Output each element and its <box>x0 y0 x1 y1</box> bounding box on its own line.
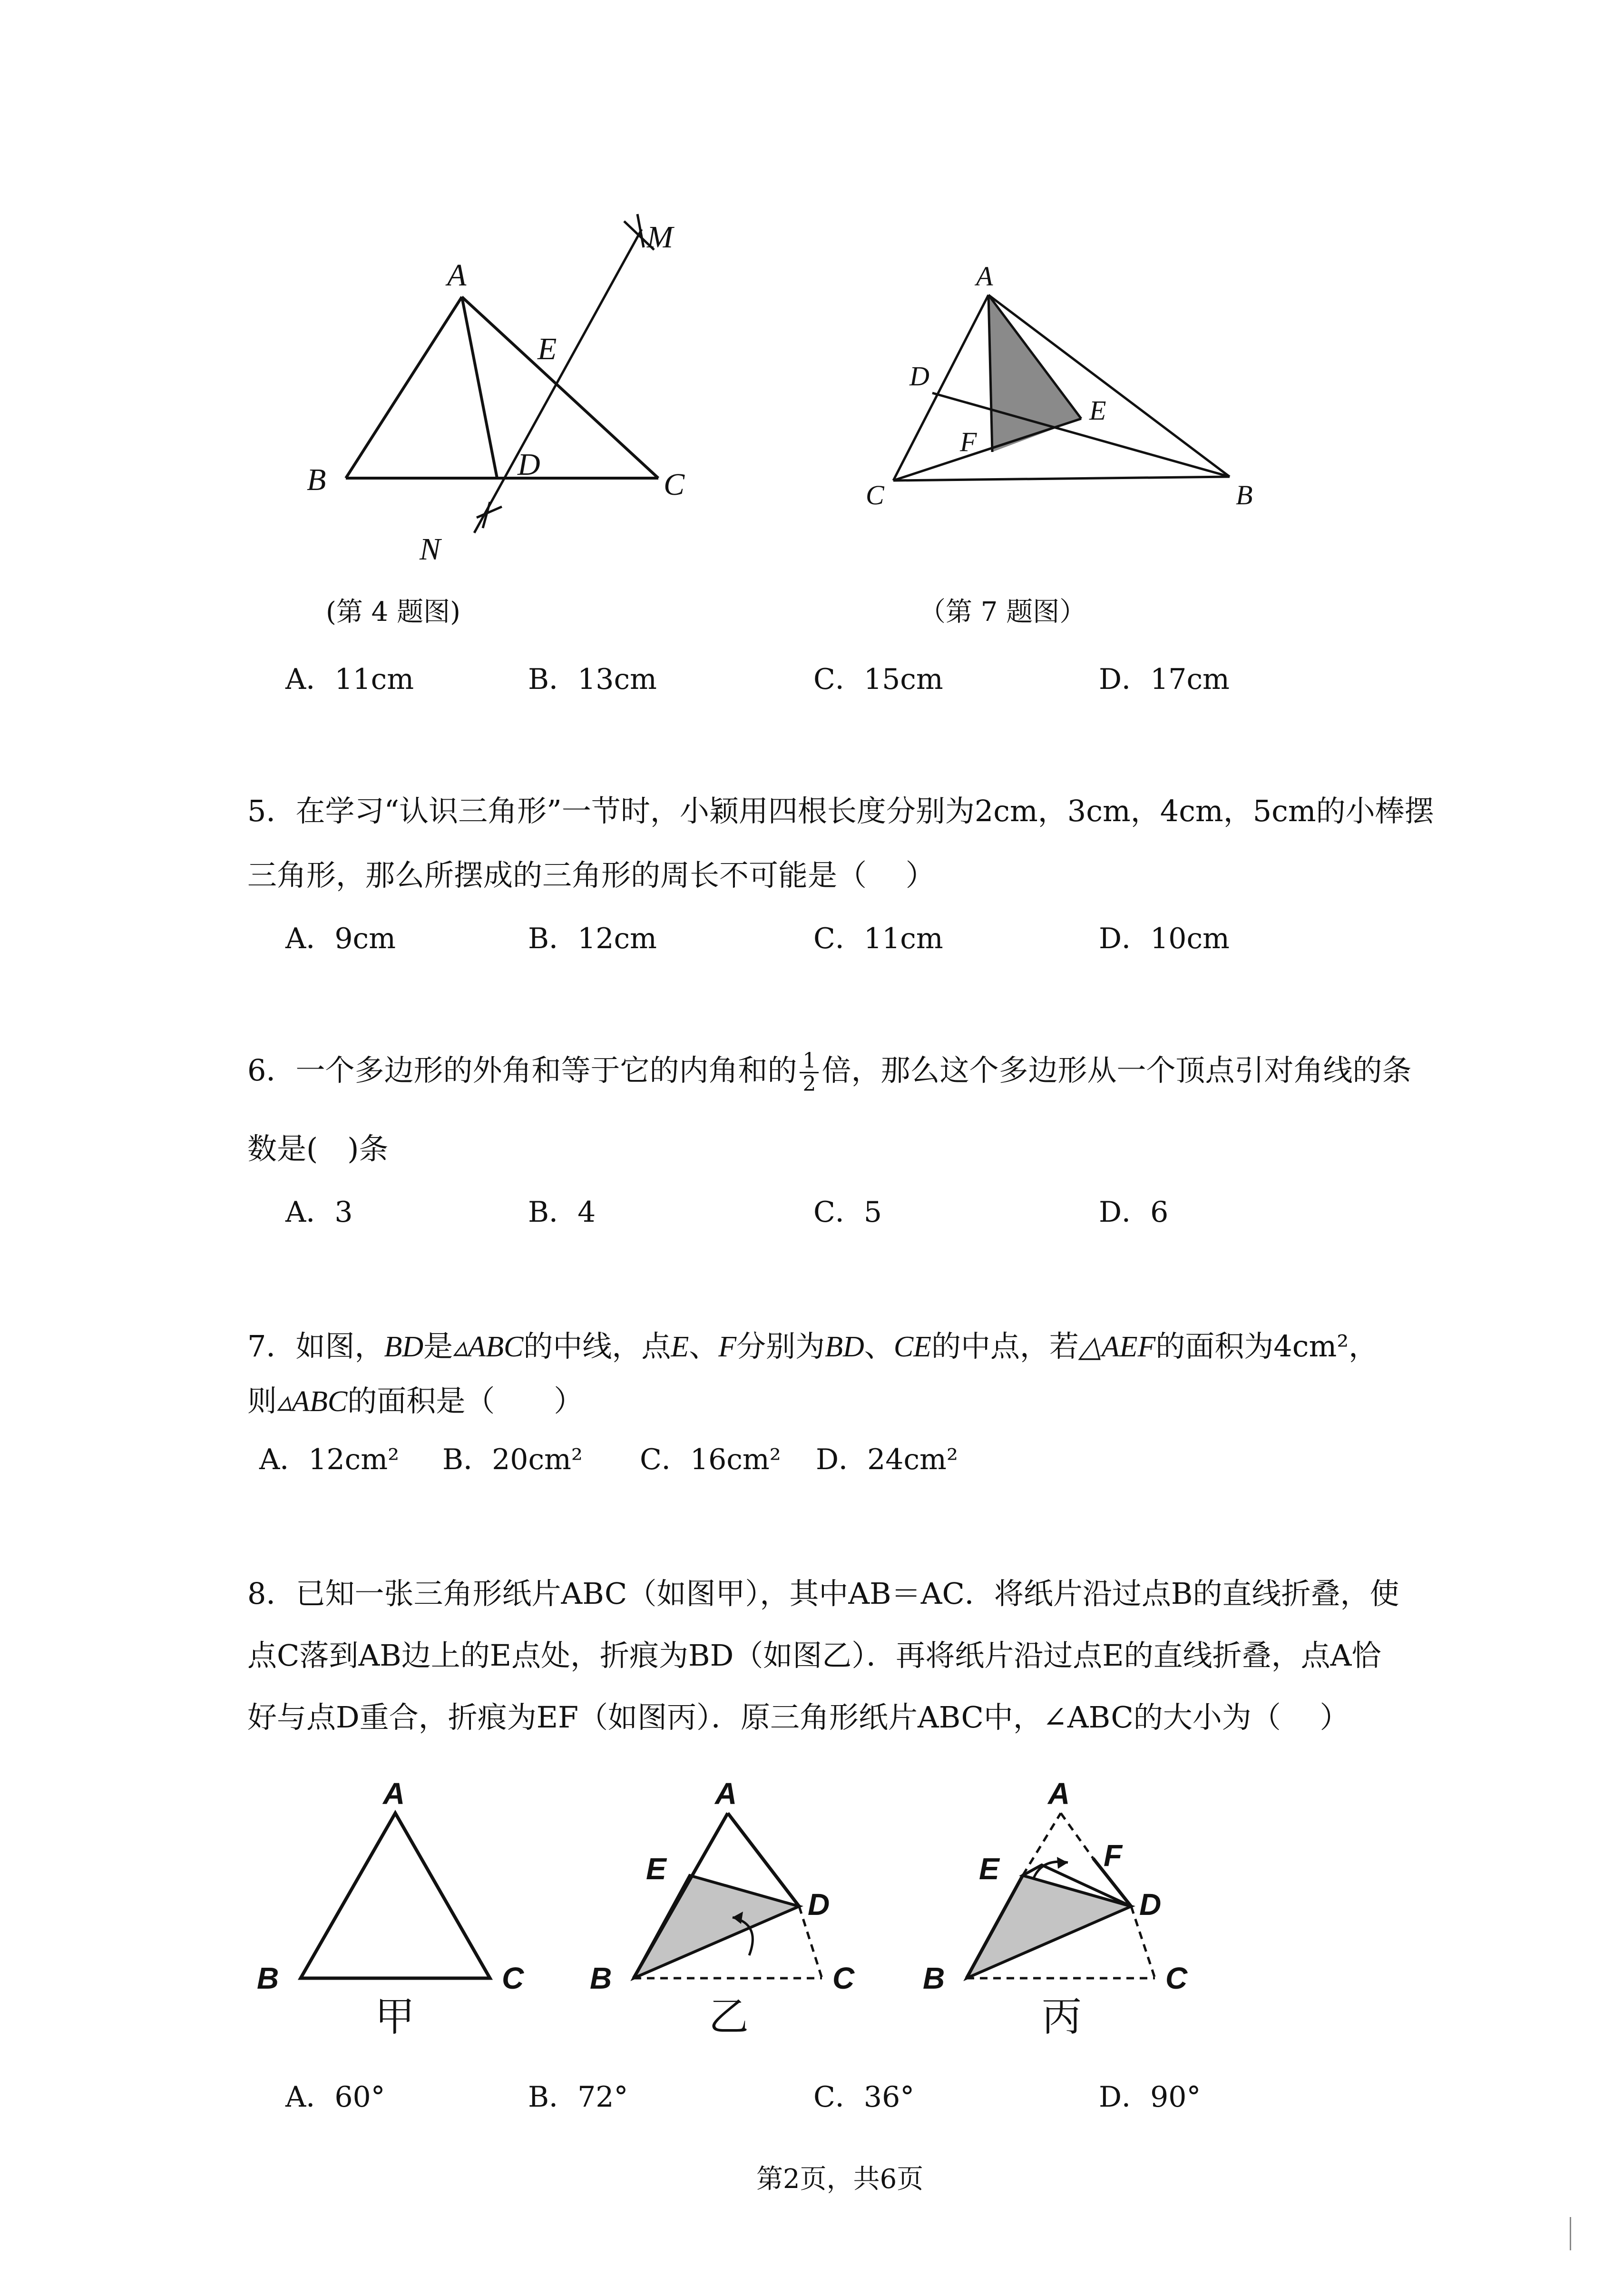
q7-text: 则 <box>247 1383 277 1418</box>
q7-text: 的中点，若 <box>931 1329 1079 1364</box>
q4-option-c[interactable]: C．15cm <box>813 663 943 696</box>
q4-option-a[interactable]: A．11cm <box>285 663 414 696</box>
q7-option-c[interactable]: C．16cm² <box>640 1443 781 1476</box>
label-n: N <box>420 532 441 567</box>
q6-line2: 数是( )条 <box>247 1131 389 1166</box>
label-f: F <box>960 426 977 457</box>
label-d: D <box>808 1887 830 1922</box>
q7-text: △AEF <box>1079 1331 1156 1363</box>
label-b: B <box>590 1961 612 1995</box>
q7-text: ▵ABC <box>453 1331 524 1363</box>
caption-q4: (第 4 题图) <box>326 597 460 628</box>
label-d: D <box>1139 1887 1162 1922</box>
q7-text: 的中线，点 <box>523 1329 671 1364</box>
q8-line1: 8．已知一张三角形纸片ABC（如图甲），其中AB＝AC．将纸片沿过点B的直线折叠，使 <box>247 1576 1399 1611</box>
q8-option-b[interactable]: B．72° <box>528 2080 628 2114</box>
shaded-triangle-aef <box>988 295 1081 452</box>
q8-option-a[interactable]: A．60° <box>285 2080 385 2114</box>
q5-option-b[interactable]: B．12cm <box>528 922 657 955</box>
q8-option-c[interactable]: C．36° <box>813 2080 915 2114</box>
label-e: E <box>646 1852 666 1886</box>
q7-text: E <box>671 1331 689 1363</box>
label-a: A <box>1048 1776 1070 1811</box>
q7-line1 <box>247 1323 1378 1365</box>
label-e: E <box>538 332 557 366</box>
q6-fraction-den: 2 <box>802 1072 816 1097</box>
figure-name-bing: 丙 <box>1042 1993 1082 2040</box>
q8-line2: 点C落到AB边上的E点处，折痕为BD（如图乙）．再将纸片沿过点E的直线折叠，点A恰 <box>247 1638 1381 1673</box>
label-m: M <box>647 220 673 255</box>
q7-text: 的面积是（ ） <box>347 1383 584 1418</box>
q4-option-d[interactable]: D．17cm <box>1099 663 1230 696</box>
figure-q4 <box>285 200 714 590</box>
figure-name-jia: 甲 <box>375 1993 415 2040</box>
label-f: F <box>1104 1838 1123 1873</box>
q6-option-c[interactable]: C．5 <box>813 1196 882 1229</box>
bisector-line-mn <box>474 214 654 533</box>
triangle-abc-lines <box>893 295 1230 481</box>
q5-option-d[interactable]: D．10cm <box>1099 922 1230 955</box>
q7-text: BD <box>825 1331 864 1363</box>
label-d: D <box>909 361 929 392</box>
label-c: C <box>832 1961 855 1995</box>
caption-q7: （第 7 题图） <box>919 597 1086 628</box>
q6-option-d[interactable]: D．6 <box>1099 1196 1169 1229</box>
label-a: A <box>383 1776 405 1811</box>
q7-option-d[interactable]: D．24cm² <box>816 1443 958 1476</box>
label-e: E <box>1089 395 1106 426</box>
scan-mark <box>1570 2217 1573 2250</box>
q4-option-b[interactable]: B．13cm <box>528 663 657 696</box>
label-b: B <box>257 1961 279 1995</box>
label-b: B <box>923 1961 945 1995</box>
q7-line2 <box>247 1377 583 1420</box>
q7-option-b[interactable]: B．20cm² <box>442 1443 583 1476</box>
q5-line2: 三角形，那么所摆成的三角形的周长不可能是（ ） <box>247 858 935 893</box>
label-b: B <box>1236 480 1253 510</box>
label-a: A <box>447 258 467 293</box>
label-c: C <box>1165 1961 1188 1995</box>
label-a: A <box>976 261 993 292</box>
figure-q8 <box>238 1760 1284 2046</box>
q7-text: F <box>718 1331 737 1363</box>
q7-text: ▵ABC <box>277 1385 348 1418</box>
q6-option-a[interactable]: A．3 <box>285 1196 353 1229</box>
label-a: A <box>715 1776 737 1811</box>
figure-q7 <box>851 252 1280 519</box>
q8-line3: 好与点D重合，折痕为EF（如图丙）．原三角形纸片ABC中，∠ABC的大小为（ ） <box>247 1700 1349 1735</box>
q8-option-d[interactable]: D．90° <box>1099 2080 1201 2114</box>
q7-option-a[interactable]: A．12cm² <box>259 1443 400 1476</box>
figure-bing <box>923 1776 1188 2040</box>
figure-name-yi: 乙 <box>709 1993 749 2040</box>
q6-text-b: 倍，那么这个多边形从一个顶点引对角线的条 <box>821 1053 1412 1088</box>
q7-text: 的面积为4cm²， <box>1155 1329 1379 1364</box>
q7-text: 7．如图， <box>247 1329 384 1364</box>
label-d: D <box>518 447 540 482</box>
q7-text: BD <box>384 1331 424 1363</box>
label-c: C <box>664 467 685 502</box>
q7-text: 、 <box>689 1329 719 1364</box>
q6-fraction <box>800 1050 819 1095</box>
q7-text: 、 <box>864 1329 894 1364</box>
q6-option-b[interactable]: B．4 <box>528 1196 596 1229</box>
figure-yi <box>590 1776 855 2040</box>
q5-option-c[interactable]: C．11cm <box>813 922 943 955</box>
q7-text: 是 <box>423 1329 453 1364</box>
label-b: B <box>307 462 326 497</box>
q6-text-a: 6．一个多边形的外角和等于它的内角和的 <box>247 1053 797 1088</box>
q5-option-a[interactable]: A．9cm <box>285 922 396 955</box>
figure-jia <box>257 1776 524 2040</box>
q7-text: 分别为 <box>736 1329 825 1364</box>
triangle-abc <box>346 297 658 478</box>
q7-text: CE <box>893 1331 932 1363</box>
label-c: C <box>866 480 884 510</box>
page-footer: 第2页，共6页 <box>756 2164 924 2195</box>
label-e: E <box>979 1852 999 1886</box>
q6-line1 <box>247 1047 1411 1095</box>
label-c: C <box>502 1961 524 1995</box>
q5-line1: 5．在学习“认识三角形”一节时，小颖用四根长度分别为2cm，3cm，4cm，5cm的小棒摆 <box>247 794 1434 828</box>
q6-fraction-num: 1 <box>800 1050 819 1073</box>
